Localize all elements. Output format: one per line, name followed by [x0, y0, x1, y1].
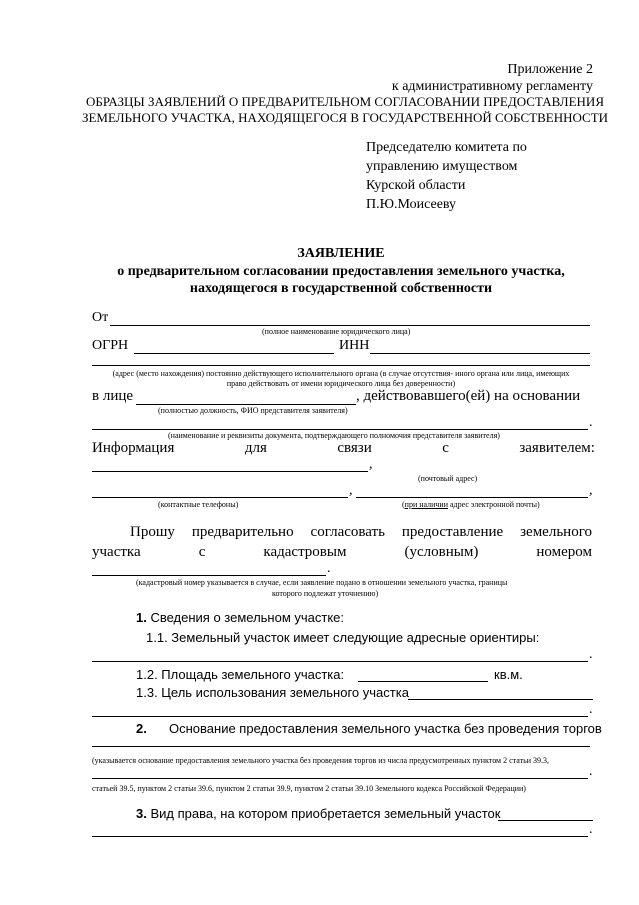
postal-address-hint: (почтовый адрес)	[418, 474, 478, 483]
contact-word-1: Информация	[92, 440, 175, 456]
email-comma: ,	[589, 483, 593, 498]
request-word-9: (условным)	[404, 544, 479, 560]
purpose-field-continued[interactable]	[92, 716, 588, 717]
from-label: От	[92, 310, 109, 325]
area-unit: кв.м.	[494, 667, 523, 682]
organization-name-field[interactable]	[110, 325, 590, 326]
appendix-number: Приложение 2	[507, 62, 593, 77]
request-word-6: участка	[92, 544, 141, 560]
cadastral-number-field[interactable]	[92, 575, 326, 576]
section-3-number: 3.	[136, 806, 147, 821]
purpose-field[interactable]	[408, 699, 593, 700]
section-3-title-text: Вид права, на котором приобретается земельный участок	[146, 806, 501, 821]
address-landmarks-dot: .	[589, 647, 593, 662]
inn-field[interactable]	[370, 353, 590, 354]
email-hint	[402, 500, 540, 510]
request-word-5: земельного	[520, 524, 592, 540]
basis-dot: .	[589, 764, 593, 779]
address-field[interactable]	[92, 365, 590, 366]
request-line-1	[130, 524, 592, 541]
addressee-line-1: Председателю комитета по	[366, 140, 527, 155]
postal-address-comma: ,	[369, 457, 373, 472]
organization-name-hint: (полное наименование юридического лица)	[262, 327, 411, 336]
right-type-dot: .	[589, 822, 593, 837]
section-1-number: 1.	[136, 610, 147, 625]
email-field[interactable]	[356, 497, 588, 498]
email-hint-rest: адрес электронной почты)	[448, 500, 540, 509]
ogrn-field[interactable]	[134, 353, 334, 354]
authority-document-dot: .	[589, 415, 593, 430]
phones-hint: (контактные телефоны)	[158, 500, 239, 509]
section-1-title	[136, 610, 344, 625]
item-1-3-label: 1.3. Цель использования земельного участка	[136, 685, 409, 700]
right-type-field-continued[interactable]	[92, 836, 588, 837]
heading-line-1: ОБРАЗЦЫ ЗАЯВЛЕНИЙ О ПРЕДВАРИТЕЛЬНОМ СОГЛАСОВАНИИ ПРЕДОСТАВЛЕНИЯ	[86, 94, 604, 109]
contact-word-3: связи	[337, 440, 372, 456]
addressee-line-2: управлению имуществом	[366, 159, 518, 174]
basis-field-continued[interactable]	[92, 778, 588, 779]
basis-hint-2: статьей 39.5, пунктом 2 статьи 39.6, пунктом 2 статьи 39.9, пунктом 2 статьи 39.10 Земельного кодекса Российской Федерации)	[92, 784, 526, 793]
acting-basis-label: , действовавшего(ей) на основании	[356, 388, 581, 404]
phone-field[interactable]	[92, 497, 348, 498]
email-hint-underlined: при наличии	[404, 500, 448, 509]
contact-info-heading	[92, 440, 595, 457]
request-word-2: предварительно	[191, 524, 294, 540]
section-2-title	[136, 721, 147, 736]
authority-document-hint: (наименование и реквизиты документа, подтверждающего полномочия представителя заявителя)	[168, 431, 500, 440]
addressee-line-4: П.Ю.Моисееву	[366, 197, 457, 212]
request-word-8: кадастровым	[263, 544, 347, 560]
inn-label: ИНН	[339, 338, 370, 353]
right-type-field[interactable]	[498, 820, 593, 821]
person-label: в лице	[92, 388, 134, 404]
cadastral-hint-2: которого подлежат уточнению)	[272, 589, 379, 598]
request-word-7: с	[198, 544, 206, 560]
cadastral-hint-1: (кадастровый номер указывается в случае, если заявление подано в отношении земельного участка, границы	[136, 578, 508, 587]
item-1-2-label: 1.2. Площадь земельного участка:	[136, 667, 345, 682]
section-2-title-text: Основание предоставления земельного участка без проведения торгов	[169, 721, 602, 736]
ogrn-label: ОГРН	[92, 338, 129, 353]
authority-document-field[interactable]	[92, 429, 588, 430]
heading-line-2: ЗЕМЕЛЬНОГО УЧАСТКА, НАХОДЯЩЕГОСЯ В ГОСУДАРСТВЕННОЙ СОБСТВЕННОСТИ	[81, 110, 609, 125]
address-hint-2: право действовать от имени юридического лица без доверенности)	[226, 379, 456, 388]
postal-address-field[interactable]	[92, 471, 368, 472]
request-word-4: предоставление	[401, 524, 504, 540]
document-title: ЗАЯВЛЕНИЕ	[297, 246, 385, 261]
contact-word-4: с	[442, 440, 449, 456]
request-word-3: согласовать	[310, 524, 385, 540]
request-line-2	[92, 544, 592, 561]
email-hint-open: (	[402, 500, 405, 509]
appendix-regulation: к административному регламенту	[391, 79, 593, 94]
address-hint-1: (адрес (место нахождения) постоянно действующего исполнительного органа (в случае отсутствия- иного органа или лица, имеющих	[112, 369, 570, 378]
basis-hint-1: (указывается основание предоставления земельного участка без проведения торгов из числа предусмотренных пунктом 2 статьи 39.3,	[92, 756, 550, 765]
address-landmarks-field[interactable]	[92, 661, 588, 662]
contact-word-2: для	[244, 440, 267, 456]
item-1-1-label: 1.1. Земельный участок имеет следующие адресные ориентиры:	[146, 630, 540, 645]
representative-hint: (полностью должность, ФИО представителя заявителя)	[158, 406, 348, 415]
addressee-line-3: Курской области	[366, 178, 466, 193]
basis-field[interactable]	[92, 746, 590, 747]
request-word-10: номером	[536, 544, 592, 560]
section-2-number: 2.	[136, 721, 147, 736]
section-3-title	[136, 806, 500, 821]
document-subtitle-2: находящегося в государственной собственности	[189, 281, 493, 296]
area-field[interactable]	[358, 681, 488, 682]
request-word-1: Прошу	[130, 524, 175, 540]
contact-word-5: заявителем:	[519, 440, 595, 456]
representative-field[interactable]	[136, 404, 356, 405]
section-1-title-text: Сведения о земельном участке:	[146, 610, 345, 625]
phone-comma: ,	[349, 483, 353, 498]
document-subtitle-1: о предварительном согласовании предоставления земельного участка,	[117, 264, 565, 279]
purpose-dot: .	[589, 702, 593, 717]
cadastral-number-dot: .	[327, 561, 331, 576]
